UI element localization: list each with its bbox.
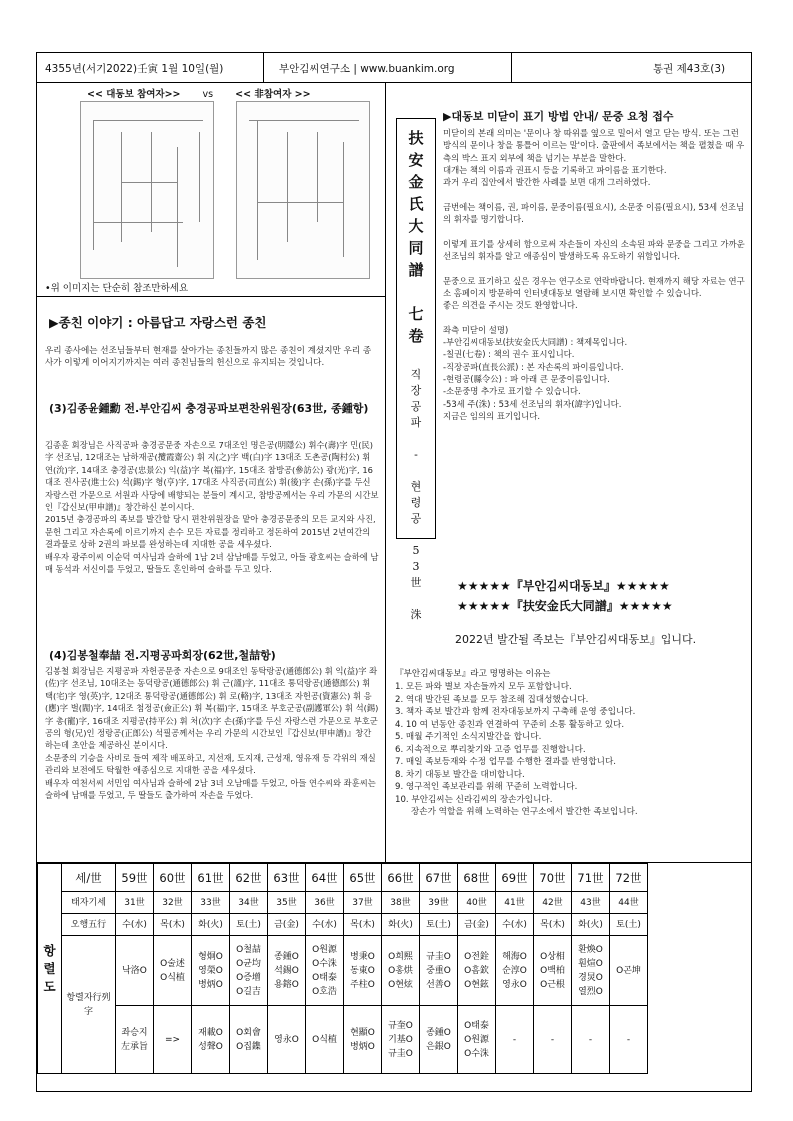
taeja-cell: 40世 bbox=[458, 892, 496, 914]
star-banner-korean: ★★★★★『부안김씨대동보』★★★★★ bbox=[457, 579, 670, 593]
ohaeng-cell: 목(木) bbox=[344, 914, 382, 936]
hangryeol-cell: O철喆 O균均 O증增 O길吉 bbox=[230, 936, 268, 1006]
mitdat-body: 미닫이의 본래 의미는 '문이나 창 따위를 옆으로 밀어서 열고 닫는 방식. 또는 그런 방식의 문이나 창을 통틀어 이르는 말'이다. 출판에서 족보에서는 책을 펼쳤을 때 우측의 박스 표지 외부에 책을 넘기는 부분을 말한다. 대개는 책의 이름과 권표시 등을 기록하고 파이름을 표기한다. 과거 우리 집안에서 발간한 사례를 보면 대개 그러하였다. 금번에는 책이름, 권, 파이름, 문중이름(필요시), 소문중 이름(필요시), 53세 선조님의 휘자를 명기합니다. 이렇게 표기를 상세히 함으로써 자손들이 자신의 소속된 파와 문중을 그리고 가까운 선조님의 휘자를 알고 애종심이 발생하도록 유도하기 위함입니다. 문중으로 표기하고 싶은 경우는 연구소로 연락바랍니다. 현재까지 해당 자료는 연구소 홈페이지 방문하여 인터넷대동보 열람해 보시면 확인할 수 있습니다. 좋은 의견을 주시는 것도 환영합니다. 좌측 미닫이 설명) -부안김씨대동보(扶安金氏大同譜) : 책제목입니다. -칠권(七卷) : 책의 권수 표시입니다. -직장공파(直長公派) : 본 자손록의 파이름입니다. -현령공(縣令公) : 파 아래 큰 문중이름입니다. -소문중명 추가로 표기할 수 있습니다. -53세 주(洙) : 53세 선조님의 휘자(諱字)입니다. 지금은 임의의 표기입니다. bbox=[443, 128, 745, 421]
sae-cell: 61世 bbox=[192, 864, 230, 892]
ohaeng-cell: 수(水) bbox=[116, 914, 154, 936]
jwaseungji-cell: O회會 O집鏶 bbox=[230, 1006, 268, 1074]
hangryeol-cell: 해海O 순淳O 영永O bbox=[496, 936, 534, 1006]
jwaseungji-cell: - bbox=[610, 1006, 648, 1074]
reason-item: 장손가 역할을 위해 노력하는 연구소에서 발간한 족보입니다. bbox=[411, 807, 638, 817]
mitdat-title: ▶대동보 미닫이 표기 방법 안내/ 문중 요청 접수 bbox=[443, 110, 674, 123]
ohaeng-cell: 금(金) bbox=[458, 914, 496, 936]
ohaeng-cell: 토(土) bbox=[420, 914, 458, 936]
jwaseungji-cell: 규奎O 기基O 규圭O bbox=[382, 1006, 420, 1074]
vertical-subtitle: 직 장 공 파 - 현 령 공 5 3 世 洙 bbox=[410, 368, 422, 621]
sae-cell: 69世 bbox=[496, 864, 534, 892]
reason-title: 『부안김씨대동보』라고 명명하는 이유는 bbox=[395, 669, 551, 679]
row-label-ohaeng: 오행五行 bbox=[62, 914, 116, 936]
page-frame bbox=[36, 52, 752, 1092]
sae-cell: 72世 bbox=[610, 864, 648, 892]
star-banner-hanja: ★★★★★『扶安金氏大同譜』★★★★★ bbox=[457, 599, 673, 613]
hangryeol-cell: 규圭O 중重O 선善O bbox=[420, 936, 458, 1006]
taeja-cell: 35世 bbox=[268, 892, 306, 914]
hangryeol-cell: 낙洛O bbox=[116, 936, 154, 1006]
issue-number: 통권 제43호(3) bbox=[653, 63, 726, 75]
jwaseungji-cell: O태泰 O원源 O수洙 bbox=[458, 1006, 496, 1074]
image-note: •위 이미지는 단순히 참조만하세요 bbox=[45, 283, 189, 294]
hangryeol-cell: O전銓 O흠欽 O현鉉 bbox=[458, 936, 496, 1006]
hangryeol-cell: 종鍾O 석錫O 용鎔O bbox=[268, 936, 306, 1006]
hangryeol-cell: 환煥O 훤煊O 경炅O 열烈O bbox=[572, 936, 610, 1006]
taeja-cell: 36世 bbox=[306, 892, 344, 914]
jwaseungji-cell: - bbox=[572, 1006, 610, 1074]
ohaeng-cell: 목(木) bbox=[534, 914, 572, 936]
row-label-jwaseungji: 좌승지左承旨 bbox=[116, 1006, 154, 1074]
taeja-cell: 33世 bbox=[192, 892, 230, 914]
ohaeng-cell: 토(土) bbox=[610, 914, 648, 936]
ohaeng-cell: 화(火) bbox=[192, 914, 230, 936]
org-site: 부안김씨연구소 | www.buankim.org bbox=[279, 63, 455, 75]
reason-item: 10. 부안김씨는 신라김씨의 장손가입니다. bbox=[395, 794, 553, 805]
side-label: 항렬도 bbox=[38, 864, 62, 1074]
hangryeol-cell: O상相 O백柏 O근根 bbox=[534, 936, 572, 1006]
vertical-title: 扶 安 金 氏 大 同 譜 七 卷 bbox=[408, 129, 424, 345]
vertical-title-box bbox=[396, 118, 436, 621]
ohaeng-cell: 목(木) bbox=[154, 914, 192, 936]
reason-item: 2. 역대 발간된 족보를 모두 참조해 집대성했습니다. bbox=[395, 694, 589, 705]
reason-item: 6. 지속적으로 뿌리찾기와 고증 업무를 진행합니다. bbox=[395, 744, 586, 755]
taeja-cell: 31世 bbox=[116, 892, 154, 914]
sae-cell: 62世 bbox=[230, 864, 268, 892]
jwaseungji-cell: => bbox=[154, 1006, 192, 1074]
hangryeol-cell: 병秉O 동東O 주柱O bbox=[344, 936, 382, 1006]
ohaeng-cell: 수(水) bbox=[306, 914, 344, 936]
sae-cell: 59世 bbox=[116, 864, 154, 892]
row-label-hangryeol: 항렬자行列字 bbox=[62, 936, 116, 1074]
hangryeol-cell: O곤坤 bbox=[610, 936, 648, 1006]
reason-item: 8. 차기 대동보 발간을 대비합니다. bbox=[395, 769, 525, 780]
taeja-cell: 39世 bbox=[420, 892, 458, 914]
sae-cell: 70世 bbox=[534, 864, 572, 892]
reason-item: 9. 영구적인 족보관리를 위해 꾸준히 노력합니다. bbox=[395, 782, 578, 792]
story-intro: 우리 종사에는 선조님들부터 현재를 살아가는 종친들까지 많은 종친이 계셨지만 우리 종사가 이렇게 이어지기까지는 여러 종친님들의 헌신으로 유지되는 것입니다. bbox=[45, 346, 372, 369]
jwaseungji-cell: - bbox=[496, 1006, 534, 1074]
generation-table bbox=[37, 863, 648, 1074]
sae-cell: 64世 bbox=[306, 864, 344, 892]
taeja-cell: 38世 bbox=[382, 892, 420, 914]
hangryeol-cell: O원源 O수洙 O태泰 O호浩 bbox=[306, 936, 344, 1006]
jwaseungji-cell: 영永O bbox=[268, 1006, 306, 1074]
ohaeng-cell: 토(土) bbox=[230, 914, 268, 936]
announce-line: 2022년 발간될 족보는『부안김씨대동보』입니다. bbox=[455, 633, 697, 646]
sae-cell: 65世 bbox=[344, 864, 382, 892]
vs-label: vs bbox=[202, 89, 214, 100]
ohaeng-cell: 금(金) bbox=[268, 914, 306, 936]
sae-cell: 67世 bbox=[420, 864, 458, 892]
reason-list bbox=[395, 681, 638, 819]
hangryeol-cell: O희熙 O홍烘 O현炫 bbox=[382, 936, 420, 1006]
reason-item: 3. 책자 족보 발간과 함께 전자대동보까지 구축해 운영 중입니다. bbox=[395, 707, 636, 717]
taeja-cell: 37世 bbox=[344, 892, 382, 914]
sae-cell: 60世 bbox=[154, 864, 192, 892]
ohaeng-cell: 수(水) bbox=[496, 914, 534, 936]
sae-cell: 63世 bbox=[268, 864, 306, 892]
reason-item: 1. 모든 파와 별보 자손들까지 모두 포함합니다. bbox=[395, 682, 572, 692]
jwaseungji-cell: O식植 bbox=[306, 1006, 344, 1074]
reason-item: 4. 10 여 년동안 종친과 연결하여 꾸준히 소통 활동하고 있다. bbox=[395, 719, 625, 730]
profile-4-body: 김봉철 회장님은 지평공파 자헌공문중 자손으로 9대조인 동탁랑공(通德郎公) 휘 익(益)字 좌(佐)字 선조님, 10대조는 동덕랑공(通德郎公) 휘 근(謹)字, 11대조 통덕랑공(通德郎公) 휘 택(宅)字 영(英)字, 12대조 통덕랑공(通德郎公) 휘 로(輅)字, 13대조 자헌공(資憲公) 휘 응(應)字 벌(閥)字, 14대조 첨정공(僉正公) 휘 복(福)字, 15대조 부호군공(副護軍公) 휘 석(錫)字 총(寵)字, 16대조 지평공(持平公) 휘 처(次)字 손(孫)字를 두신 자랑스런 가문으로 부호군공의 형(兄)인 정랑공(正郎公) 석필공께서는 우리 가문의 시간보인『갑신보(甲申譜)』창간하는데 초안을 제공하신 분이시다. 소문중의 기승을 사비로 들여 제작 배포하고, 지선재, 도지재, 근성재, 영유재 등 각위의 재실 관리와 보전에도 탁월한 애종심으로 지대한 공을 세우셨다. 배우자 여천서씨 서민임 여사님과 슬하에 2남 3녀 오남매를 두었고, 아들 연수씨와 좌훈씨는 슬하에 남매를 두었고, 두 딸들도 출가하여 자손을 두었다. bbox=[45, 666, 379, 801]
taeja-cell: 43世 bbox=[572, 892, 610, 914]
taeja-cell: 44世 bbox=[610, 892, 648, 914]
page-header bbox=[37, 53, 751, 83]
issue-date: 4355년(서기2022)壬寅 1월 10일(월) bbox=[45, 63, 224, 75]
row-label-sae: 세/世 bbox=[62, 864, 116, 892]
non-participant-tree-image bbox=[236, 101, 370, 279]
taeja-cell: 41世 bbox=[496, 892, 534, 914]
left-divider bbox=[37, 296, 386, 297]
reason-item: 5. 매월 주기적인 소식지발간을 합니다. bbox=[395, 732, 542, 742]
jwaseungji-cell: 현顯O 병炳O bbox=[344, 1006, 382, 1074]
taeja-cell: 32世 bbox=[154, 892, 192, 914]
taeja-cell: 34世 bbox=[230, 892, 268, 914]
ohaeng-cell: 화(火) bbox=[572, 914, 610, 936]
participant-tree-image bbox=[80, 101, 214, 279]
taeja-cell: 42世 bbox=[534, 892, 572, 914]
tab-non-participants: << 非참여자 >> bbox=[235, 89, 311, 100]
column-divider bbox=[385, 83, 386, 862]
hangryeol-cell: 형炯O 영榮O 병炳O bbox=[192, 936, 230, 1006]
reason-item: 7. 매일 족보등재와 수정 업무를 수행한 결과를 반영합니다. bbox=[395, 757, 616, 767]
hangryeol-cell: O술述 O식植 bbox=[154, 936, 192, 1006]
profile-3-title: (3)김종윤鍾勳 전.부안김씨 충경공파보편찬위원장(63世, 종鍾항) bbox=[49, 402, 369, 415]
jwaseungji-cell: 재載O 성聲O bbox=[192, 1006, 230, 1074]
sae-cell: 71世 bbox=[572, 864, 610, 892]
sae-cell: 68世 bbox=[458, 864, 496, 892]
profile-4-title: (4)김봉철奉喆 전.지평공파회장(62世,철喆항) bbox=[49, 649, 276, 662]
ohaeng-cell: 화(火) bbox=[382, 914, 420, 936]
jwaseungji-cell: 종鍾O 은銀O bbox=[420, 1006, 458, 1074]
sae-cell: 66世 bbox=[382, 864, 420, 892]
row-label-taeja: 태자기세 bbox=[62, 892, 116, 914]
tab-participants: << 대동보 참여자>> bbox=[87, 89, 181, 100]
jwaseungji-cell: - bbox=[534, 1006, 572, 1074]
story-title: ▶종친 이야기 : 아름답고 자랑스런 종친 bbox=[49, 315, 267, 330]
compare-tabs bbox=[87, 86, 311, 100]
profile-3-body: 김종훈 회장님은 사직공파 충경공문중 자손으로 7대조인 명은공(明隱公) 휘수(壽)字 민(民)字 선조님, 12대조는 남하재공(攬霞齋公) 휘 지(之)字 백(白)字 13대조 도촌공(陶村公) 휘 연(沇)字, 14대조 충경공(忠景公) 익(益)字 복(福)字, 15대조 참방공(參訪公) 광(光)字, 16대조 진사공(進士公) 석(錫)字 형(亨)字, 17대조 사직공(司直公) 휘(後)字 손(孫)字를 두신 자랑스런 가문으로 서원과 사당에 배향되는 분들이 계시고, 참방공께서는 우리 가문의 시간보인『갑신보(甲申譜)』창간하신 분이시다. 2015년 충경공파의 족보를 발간할 당시 편찬위원장을 맡아 충경공문중의 모든 교지와 사진, 문헌 그리고 자손록에 이르기까지 손수 모든 자료를 정리하고 정돈하여 2015년 2년여간의 결과물로 상하 2권의 파보를 완성하는데 지대한 공을 세우셨다. 배우자 광주이씨 이순덕 여사님과 슬하에 1남 2녀 삼남매를 두었고, 아들 광호씨는 슬하에 남매 동석과 서신이를 두었고, 딸들도 혼인하여 슬하를 두고 있다. bbox=[45, 440, 379, 575]
